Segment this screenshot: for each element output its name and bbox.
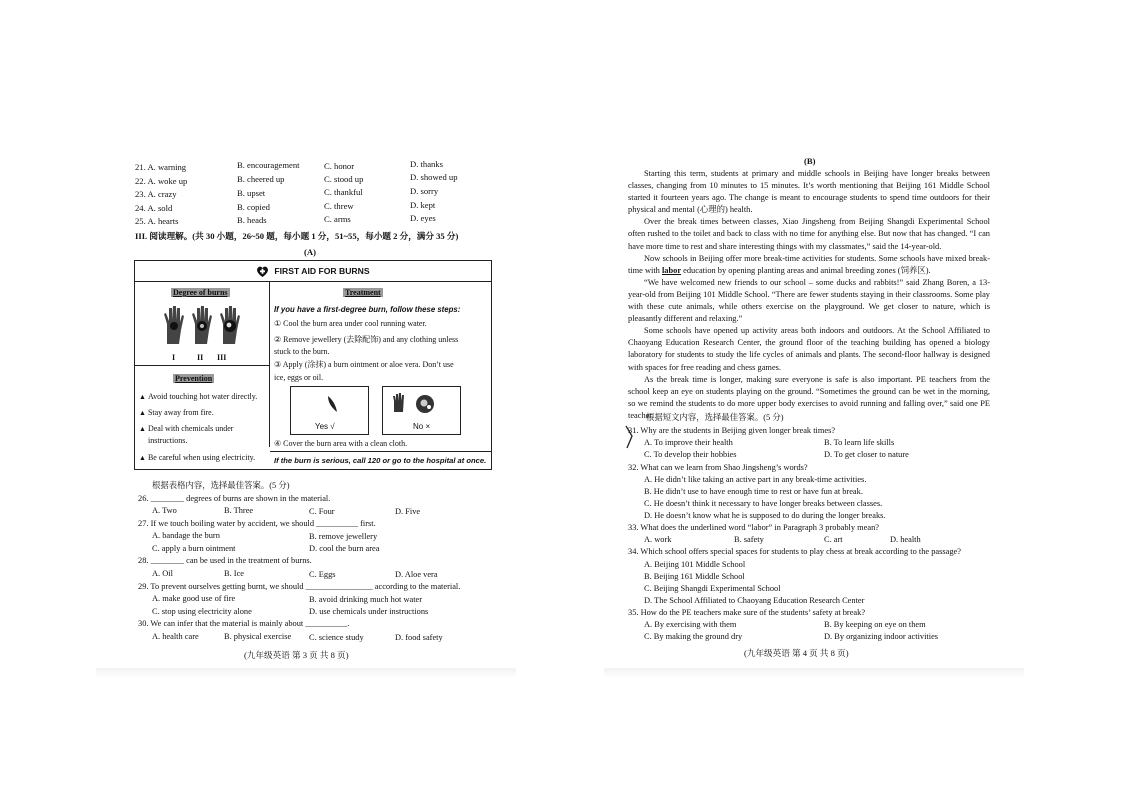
question-stem: 31. Why are the students in Beijing given longer break times?: [628, 426, 836, 435]
question-stem: 34. Which school offers special spaces for students to play chess at break according to the passage?: [628, 547, 961, 556]
passage-label-a: (A): [304, 247, 316, 257]
first-aid-notice: [134, 260, 492, 470]
no-label: No ×: [413, 422, 431, 431]
option-c: C. thankful: [324, 187, 363, 197]
burned-hands-illustration: [163, 304, 245, 346]
yes-label: Yes √: [315, 422, 335, 431]
option-d: D. showed up: [410, 172, 458, 182]
option-d: D. use chemicals under instructions: [309, 607, 429, 616]
option-a: A. Oil: [152, 569, 173, 578]
divider: [270, 451, 491, 452]
prevention-item: ▲ Stay away from fire.: [139, 408, 214, 417]
option-c: C. science study: [309, 633, 364, 642]
option-d: D. health: [890, 535, 921, 544]
option-b: B. remove jewellery: [309, 532, 378, 541]
question-stem: 29. To prevent ourselves getting burnt, we should ________________ according to the material.: [138, 582, 461, 591]
question-stem: 35. How do the PE teachers make sure of the students’ safety at break?: [628, 608, 866, 617]
degree-heading: Degree of burns: [173, 288, 228, 297]
degree-numeral: III: [217, 353, 227, 362]
prevention-item: ▲ Avoid touching hot water directly.: [139, 392, 257, 401]
page-footer: (九年级英语 第 4 页 共 8 页): [744, 648, 849, 658]
option-c: C. Eggs: [309, 570, 336, 579]
section-heading: III. 阅读理解。(共 30 小题，26~50 题，每小题 1 分，51~55，每小题 2 分，满分 35 分): [135, 231, 459, 241]
option-a: A. He didn’t like taking an active part in any break-time activities.: [644, 475, 867, 484]
option-c: C. honor: [324, 161, 355, 171]
option-c: C. arms: [324, 214, 351, 224]
option-c: C. To develop their hobbies: [644, 450, 737, 459]
option-c: C. Four: [309, 507, 335, 516]
treatment-step: ② Remove jewellery (去除配饰) and any clothing unless: [274, 335, 459, 344]
passage-label-b: (B): [804, 156, 816, 166]
option-d: D. kept: [410, 200, 436, 210]
option-b: B. He didn’t use to have enough time to rest or have fun at break.: [644, 487, 863, 496]
option-c: C. threw: [324, 201, 354, 211]
prevention-heading: Prevention: [175, 374, 213, 383]
scan-shadow: [604, 668, 1024, 678]
underlined-word: labor: [661, 265, 682, 275]
option-a: A. work: [644, 535, 672, 544]
question-stem: 27. If we touch boiling water by accident, we should __________ first.: [138, 519, 376, 528]
option-c: C. He doesn’t think it necessary to have longer breaks between classes.: [644, 499, 883, 508]
option-b: B. Three: [224, 506, 254, 515]
option-d: D. food safety: [395, 633, 443, 642]
option-b: B. copied: [237, 202, 270, 212]
divider: [135, 365, 270, 366]
notice-header: [135, 261, 491, 282]
treatment-intro: If you have a first-degree burn, follow these steps:: [274, 305, 461, 314]
page-footer: (九年级英语 第 3 页 共 8 页): [244, 650, 349, 660]
option-d: D. To get closer to nature: [824, 450, 909, 459]
question-stem: 33. What does the underlined word “labor” in Paragraph 3 probably mean?: [628, 523, 880, 532]
no-panel: [382, 386, 461, 435]
option-b: B. By keeping on eye on them: [824, 620, 926, 629]
option-a: A. make good use of fire: [152, 594, 236, 603]
option-b: B. heads: [237, 215, 267, 225]
option-d: D. sorry: [410, 186, 439, 196]
yes-panel: [290, 386, 369, 435]
option-c: C. Beijing Shangdi Experimental School: [644, 584, 781, 593]
option-d: D. eyes: [410, 213, 436, 223]
option-d: D. By organizing indoor activities: [824, 632, 939, 641]
option-b: B. upset: [237, 188, 266, 198]
paragraph: As the break time is longer, making sure everyone is safe is also important. PE teachers from the school keep an eye on students playing on the ground. “Sometimes the ground can be wet in the morning, so we remind the students to do more upper body exercises to avoid running and falling over,” said one PE teacher.: [628, 374, 990, 420]
paragraph: Starting this term, students at primary and middle schools in Beijing have longer breaks between classes, changing from 10 minutes to 15 minutes. It’s worth mentioning that Beijing 161 Middle School started it fourteen years ago. The change is meant to encourage students to spend time outdoors for their physical and mental (心理的) health.: [628, 169, 990, 215]
serious-note: If the burn is serious, call 120 or go to the hospital at once.: [274, 456, 487, 465]
instruction: 根据短文内容，选择最佳答案。(5 分): [646, 413, 784, 422]
option-row: 21. A. warning: [135, 162, 187, 172]
paragraph: Over the break times between classes, Xiao Jingsheng from Beijing Shangdi Experimental School often rushed to the toilet and back to class with no time for anything else. But now that has changed. “I can have more time to rest and share interesting things with my classmates,” said the 14-year-old.: [628, 217, 990, 251]
degree-numeral: I: [172, 353, 176, 362]
option-row: 23. A. crazy: [135, 189, 177, 199]
option-d: D. thanks: [410, 159, 443, 169]
aloe-leaf-icon: [325, 395, 339, 413]
question-stem: 26. ________ degrees of burns are shown in the material.: [138, 494, 331, 503]
treatment-heading: Treatment: [345, 288, 381, 297]
question-stem: 32. What can we learn from Shao Jingsheng’s words?: [628, 463, 808, 472]
option-d: D. cool the burn area: [309, 544, 380, 553]
option-a: A. health care: [152, 632, 199, 641]
treatment-step: ③ Apply (涂抹) a burn ointment or aloe vera. Don’t use: [274, 360, 454, 369]
option-b: B. Beijing 161 Middle School: [644, 572, 745, 581]
option-b: B. Ice: [224, 569, 244, 578]
treatment-step: ice, eggs or oil.: [274, 373, 324, 382]
option-row: 24. A. sold: [135, 203, 173, 213]
option-c: C. By making the ground dry: [644, 632, 743, 641]
paragraph: Now schools in Beijing offer more break-time activities for students. Some schools have mixed break-time with labor education by opening planting areas and animal breeding zones (饲养区).: [628, 253, 990, 275]
option-d: D. Five: [395, 507, 421, 516]
passage-b: [628, 168, 990, 422]
question-stem: 28. ________ can be used in the treatment of burns.: [138, 556, 312, 565]
option-c: C. apply a burn ointment: [152, 544, 236, 553]
option-d: D. The School Affiliated to Chaoyang Education Research Center: [644, 596, 865, 605]
degree-numeral: II: [197, 353, 204, 362]
first-aid-icon: [256, 265, 269, 278]
prevention-item: instructions.: [148, 436, 188, 445]
option-a: A. bandage the burn: [152, 531, 220, 540]
option-a: A. To improve their health: [644, 438, 733, 447]
option-row: 25. A. hearts: [135, 216, 179, 226]
treatment-step: stuck to the burn.: [274, 347, 330, 356]
option-row: 22. A. woke up: [135, 176, 188, 186]
option-b: B. physical exercise: [224, 632, 292, 641]
option-b: B. avoid drinking much hot water: [309, 595, 423, 604]
option-a: A. By exercising with them: [644, 620, 737, 629]
treatment-step: ④ Cover the burn area with a clean cloth.: [274, 439, 408, 448]
option-a: A. Two: [152, 506, 177, 515]
paragraph: Some schools have opened up activity areas both indoors and outdoors. At the School Affiliated to Chaoyang Education Research Center, the ground floor of the teaching building has opened a biology laboratory for students to study the life cycles of animals and plants. The second-floor hallway is designed with spaces for free reading and chess games.: [628, 326, 990, 372]
option-b: B. To learn life skills: [824, 438, 895, 447]
treatment-step: ① Cool the burn area under cool running water.: [274, 319, 427, 328]
option-c: C. stood up: [324, 174, 364, 184]
handwritten-mark-icon: [624, 424, 636, 450]
prevention-item: ▲ Be careful when using electricity.: [139, 453, 255, 462]
option-c: C. art: [824, 535, 843, 544]
option-d: D. Aloe vera: [395, 570, 438, 579]
ice-egg-icon: [391, 392, 447, 416]
option-b: B. cheered up: [237, 174, 285, 184]
paragraph: “We have welcomed new friends to our school – some ducks and rabbits!” said Zhang Boren, a 13-year-old from Beijing 101 Middle School. “There are fewer students staying in their classrooms. Some play with these cute animals, while others exercise on the playground. We get closer to nature, which is pleasantly different and relaxing.”: [628, 277, 990, 324]
scan-shadow: [96, 668, 516, 678]
notice-title: FIRST AID FOR BURNS: [274, 266, 370, 276]
option-d: D. He doesn’t know what he is supposed to do during the longer breaks.: [644, 511, 886, 520]
option-b: B. safety: [734, 535, 764, 544]
option-b: B. encouragement: [237, 160, 300, 170]
prevention-item: ▲ Deal with chemicals under: [139, 424, 233, 433]
option-a: A. Beijing 101 Middle School: [644, 560, 746, 569]
instruction: 根据表格内容，选择最佳答案。(5 分): [152, 481, 290, 490]
option-c: C. stop using electricity alone: [152, 607, 252, 616]
question-stem: 30. We can infer that the material is mainly about __________.: [138, 619, 350, 628]
